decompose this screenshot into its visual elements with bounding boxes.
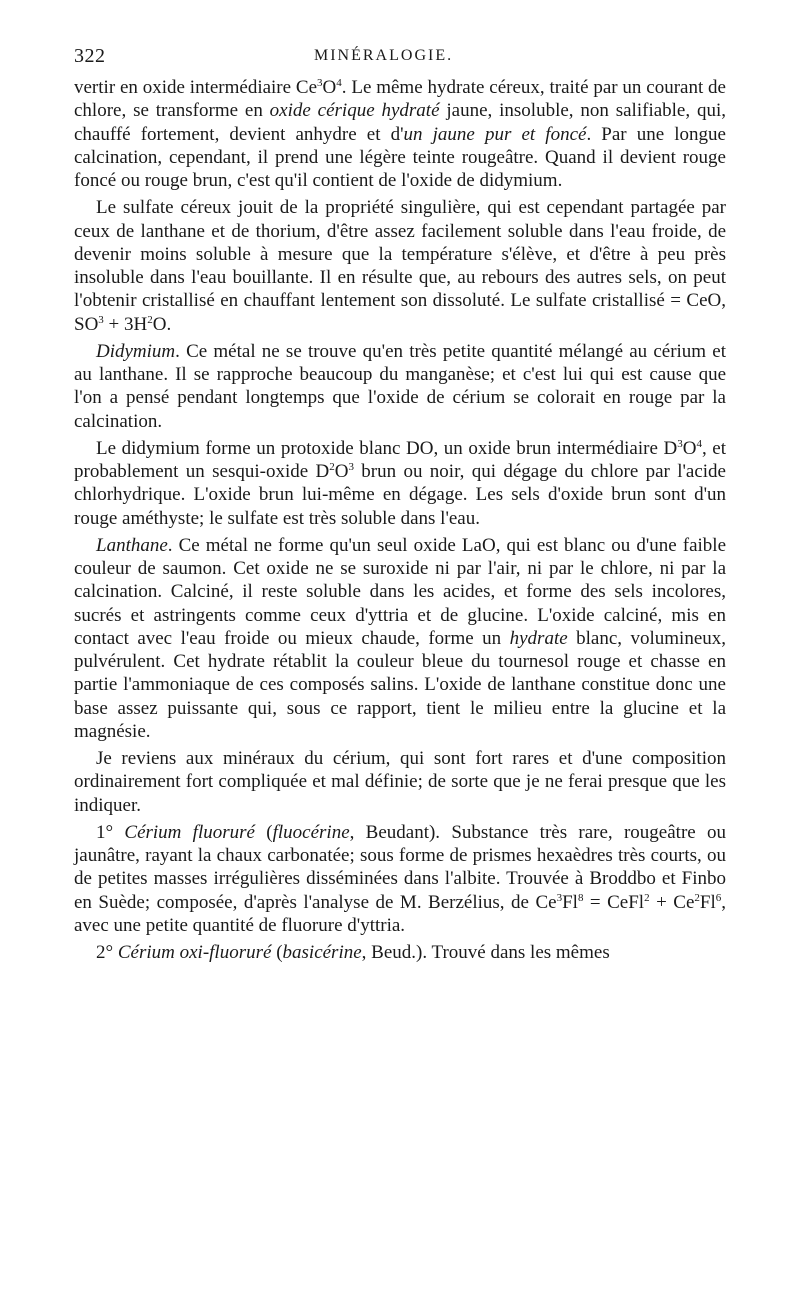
superscript: 6	[715, 891, 722, 904]
paragraph	[74, 821, 726, 937]
text-run: 1°	[96, 821, 125, 843]
superscript: 2	[694, 891, 700, 904]
text-run: O	[682, 437, 697, 459]
italic-text: Lanthane	[96, 534, 168, 556]
italic-text: Didymium	[96, 340, 176, 362]
paragraph	[74, 196, 726, 336]
text-run: O	[334, 461, 349, 482]
italic-text: Cérium oxi-fluoruré	[117, 942, 272, 963]
text-run: . Par une longue calcination, cependant, il prend une légère teinte rougeâtre. Quand il devient rouge foncé ou rouge brun, c'est qu'il contient de l'oxide de didymium.	[74, 123, 726, 191]
text-run: = CeFl	[583, 891, 645, 913]
paragraph	[74, 534, 726, 743]
text-run: O	[322, 77, 337, 98]
superscript: 3	[348, 461, 354, 473]
text-run: + Ce	[649, 891, 695, 913]
text-run: (	[271, 942, 283, 963]
italic-text: hydrate	[509, 627, 568, 649]
running-head: MINÉRALOGIE.	[314, 47, 454, 64]
italic-text: fluocérine	[272, 821, 350, 843]
text-run: , et probablement un sesqui-oxide D	[74, 437, 727, 482]
text-run: , Beud.). Trouvé dans les mêmes	[361, 942, 610, 963]
text-run: blanc, volumineux, pulvérulent. Cet hydrate rétablit la couleur bleue du tournesol rouge et chasse en partie l'ammoniaque de ces composés salins. L'oxide de lanthane constitue donc une base assez puissante qui, sous ce rapport, tient le milieu entre la glucine et la magnésie.	[74, 627, 727, 742]
text-run: Fl	[562, 891, 578, 913]
text-run: . Ce métal ne forme qu'un seul oxide LaO, qui est blanc ou d'une faible couleur de saumon. Cet oxide ne se suroxide ni par l'air, ni par le chlore, ni par la calcination. Calciné, il reste soluble dans les acides, et forme des sels incolores, sucrés et astringents comme ceux d'yttria et de glucine. L'oxide calciné, mis en contact avec l'eau froide ou mieux chaude, forme un	[74, 534, 726, 649]
paragraph	[74, 747, 726, 817]
paragraph	[74, 340, 726, 433]
text-run: Le sulfate céreux jouit de la propriété singulière, qui est cependant partagée par ceux de lanthane et de thorium, d'être assez facilement soluble dans l'eau froide, de devenir moins soluble à mesure que la température s'élève, et d'être à peu près insoluble dans l'eau bouillante. Il en résulte que, au rebours des autres sels, on peut l'obtenir cristallisé en chauffant lentement son dissoluté. Le sulfate cristallisé = CeO, SO	[74, 197, 726, 335]
superscript: 4	[696, 437, 702, 450]
text-run: jaune, insoluble, non salifiable, qui, chauffé fortement, devient anhydre et d'	[74, 100, 726, 145]
superscript: 3	[98, 313, 104, 326]
paragraph	[74, 437, 726, 530]
italic-text: Cérium fluoruré	[124, 821, 255, 843]
text-run: . Ce métal ne se trouve qu'en très petite quantité mélangé au cérium et au lanthane. Il se rapproche beaucoup du manganèse; et c'est lui qui est cause que l'on a pensé pendant longtemps que l'oxide de cérium se colorait en rouge par la calcination.	[74, 340, 726, 432]
text-run: vertir en oxide intermédiaire Ce	[74, 77, 318, 98]
text-run: brun ou noir, qui dégage du chlore par l'acide chlorhydrique. L'oxide brun lui-même en dégage. Les sels d'oxide brun sont d'un rouge améthyste; le sulfate est très soluble dans l'eau.	[74, 461, 726, 529]
text-run: + 3H	[103, 313, 148, 335]
italic-text: oxide cérique hydraté	[269, 100, 440, 122]
superscript: 3	[317, 77, 323, 89]
superscript: 4	[336, 77, 342, 89]
italic-text: un jaune pur et foncé	[403, 123, 587, 145]
superscript: 2	[644, 891, 650, 904]
text-run: (	[254, 821, 273, 843]
text-run: 2°	[96, 942, 118, 963]
text-run: , Beudant). Substance très rare, rougeâtre ou jaunâtre, rayant la chaux carbonatée; sous forme de prismes hexaèdres très courts, ou de petites masses irrégulières disséminées dans l'albite. Trouvée à Broddbo et Finbo en Suède; composée, d'après l'analyse de M. Berzélius, de Ce	[74, 821, 726, 913]
text-run: Fl	[699, 891, 716, 913]
text-run: O.	[152, 313, 172, 335]
text-run: . Le même hydrate céreux, traité par un courant de chlore, se transforme en	[74, 77, 726, 122]
superscript: 3	[556, 891, 563, 904]
text-run: Le didymium forme un protoxide blanc DO, un oxide brun intermédiaire D	[96, 437, 678, 459]
superscript: 2	[147, 313, 153, 326]
paragraph	[74, 76, 726, 192]
superscript: 8	[577, 891, 584, 904]
page-number: 322	[74, 45, 106, 67]
text-run: , avec une petite quantité de fluorure d'yttria.	[74, 891, 727, 936]
superscript: 2	[329, 461, 335, 473]
paragraph	[74, 941, 726, 964]
page-header	[74, 45, 724, 75]
italic-text: basicérine	[282, 942, 362, 963]
body-text	[74, 76, 726, 964]
text-run: Je reviens aux minéraux du cérium, qui sont fort rares et d'une composition ordinairement fort compliquée et mal définie; de sorte que je ne ferai presque que les indiquer.	[74, 748, 726, 816]
superscript: 3	[677, 437, 683, 450]
